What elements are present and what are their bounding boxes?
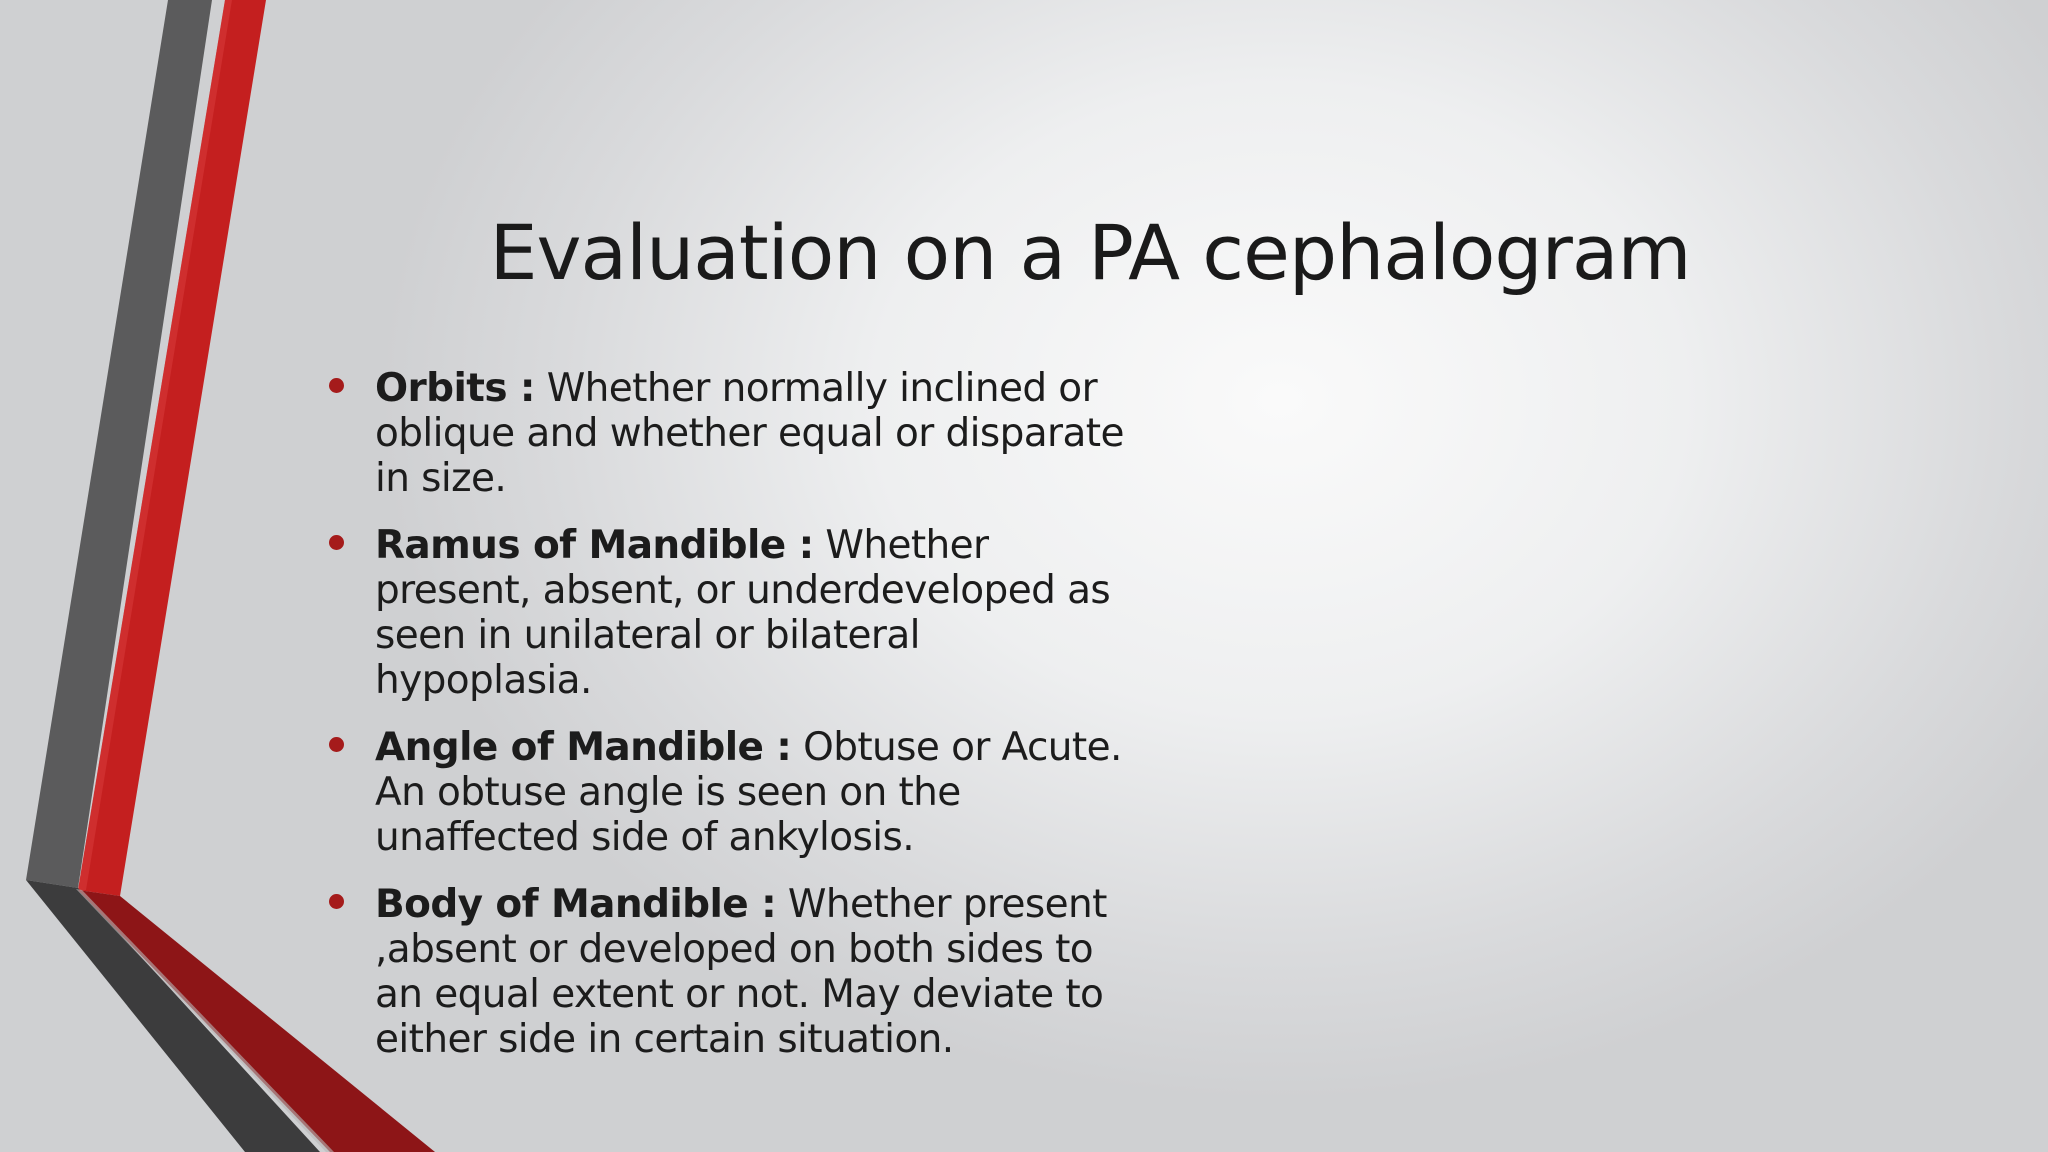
bullet-item-body — [325, 882, 1145, 1062]
bullet-term: Orbits : — [375, 366, 535, 411]
bullet-term: Body of Mandible : — [375, 882, 777, 927]
bullet-dot-icon — [329, 535, 344, 550]
bullet-text: Whether present, absent, or underdeveloped as seen in unilateral or bilateral hypoplasia. — [375, 523, 1111, 703]
stripe-seam — [76, 889, 334, 1152]
bullet-term: Angle of Mandible : — [375, 725, 792, 770]
bullet-text: Whether present ,absent or developed on both sides to an equal extent or not. May deviate to either side in certain situation. — [375, 882, 1107, 1062]
bullet-item-angle — [325, 725, 1145, 860]
bullet-dot-icon — [329, 894, 344, 909]
gray-stripe-lower — [26, 880, 320, 1152]
bullet-item-ramus — [325, 523, 1145, 703]
slide-title: Evaluation on a PA cephalogram — [489, 208, 1691, 297]
bullet-term: Ramus of Mandible : — [375, 523, 814, 568]
bullet-list — [325, 366, 1145, 1084]
bullet-text: Whether normally inclined or oblique and whether equal or disparate in size. — [375, 366, 1124, 501]
bullet-dot-icon — [329, 737, 344, 752]
bullet-text: Obtuse or Acute. An obtuse angle is seen on the unaffected side of ankylosis. — [375, 725, 1122, 860]
bullet-item-orbits — [325, 366, 1145, 501]
bullet-dot-icon — [329, 378, 344, 393]
